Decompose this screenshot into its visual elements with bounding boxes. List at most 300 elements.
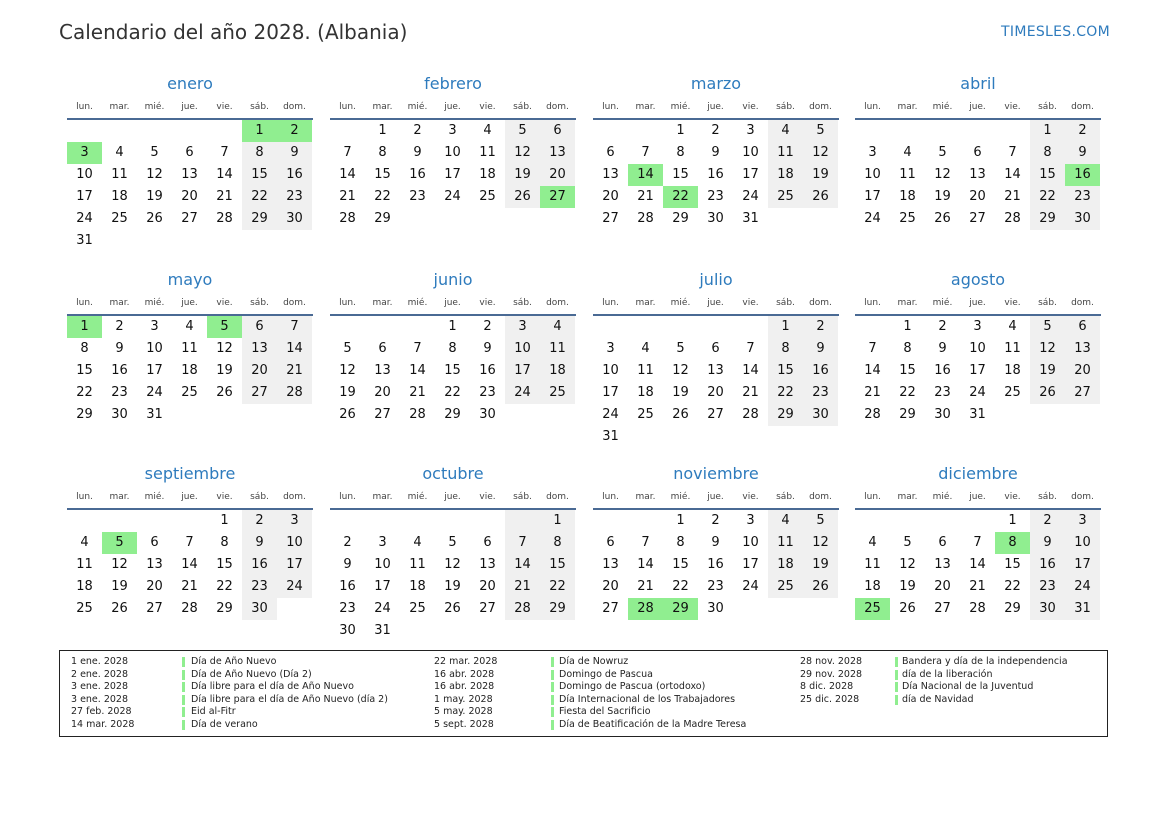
day-cell[interactable]: 13	[540, 142, 575, 164]
day-cell[interactable]: 14	[628, 164, 663, 186]
day-cell[interactable]: 25	[479, 189, 496, 204]
day-cell[interactable]: 15	[374, 167, 391, 182]
day-cell[interactable]: 16	[339, 579, 356, 594]
day-cell[interactable]: 5	[903, 535, 912, 550]
brand-link[interactable]: TIMESLES.COM	[1001, 24, 1110, 40]
day-cell[interactable]: 1	[378, 123, 387, 138]
day-cell[interactable]: 15	[242, 164, 277, 186]
day-cell[interactable]: 5	[676, 341, 685, 356]
day-cell[interactable]: 10	[505, 338, 540, 360]
day-cell[interactable]: 12	[899, 557, 916, 572]
day-cell[interactable]: 7	[413, 341, 422, 356]
day-cell[interactable]: 21	[1004, 189, 1021, 204]
day-cell[interactable]: 13	[969, 167, 986, 182]
day-cell[interactable]: 30	[111, 407, 128, 422]
day-cell[interactable]: 28	[628, 598, 663, 620]
day-cell[interactable]: 24	[864, 211, 881, 226]
day-cell[interactable]: 15	[1030, 164, 1065, 186]
day-cell[interactable]: 7	[277, 316, 312, 338]
day-cell[interactable]: 2	[277, 120, 312, 142]
day-cell[interactable]: 22	[768, 382, 803, 404]
day-cell[interactable]: 7	[185, 535, 194, 550]
day-cell[interactable]: 13	[1065, 338, 1100, 360]
day-cell[interactable]: 17	[277, 554, 312, 576]
day-cell[interactable]: 27	[602, 601, 619, 616]
day-cell[interactable]: 23	[479, 385, 496, 400]
day-cell[interactable]: 10	[444, 145, 461, 160]
day-cell[interactable]: 31	[969, 407, 986, 422]
day-cell[interactable]: 25	[76, 601, 93, 616]
day-cell[interactable]: 13	[602, 167, 619, 182]
day-cell[interactable]: 19	[216, 363, 233, 378]
day-cell[interactable]: 13	[374, 363, 391, 378]
day-cell[interactable]: 30	[277, 208, 312, 230]
day-cell[interactable]: 20	[146, 579, 163, 594]
day-cell[interactable]: 5	[448, 535, 457, 550]
day-cell[interactable]: 25	[768, 186, 803, 208]
day-cell[interactable]: 6	[711, 341, 720, 356]
day-cell[interactable]: 18	[76, 579, 93, 594]
day-cell[interactable]: 13	[934, 557, 951, 572]
day-cell[interactable]: 20	[969, 189, 986, 204]
day-cell[interactable]: 17	[444, 167, 461, 182]
day-cell[interactable]: 15	[76, 363, 93, 378]
day-cell[interactable]: 5	[1030, 316, 1065, 338]
day-cell[interactable]: 4	[80, 535, 89, 550]
day-cell[interactable]: 20	[602, 579, 619, 594]
day-cell[interactable]: 3	[868, 145, 877, 160]
day-cell[interactable]: 25	[855, 598, 890, 620]
day-cell[interactable]: 22	[1004, 579, 1021, 594]
day-cell[interactable]: 12	[1030, 338, 1065, 360]
day-cell[interactable]: 31	[602, 429, 619, 444]
day-cell[interactable]: 17	[374, 579, 391, 594]
day-cell[interactable]: 30	[479, 407, 496, 422]
day-cell[interactable]: 15	[216, 557, 233, 572]
day-cell[interactable]: 9	[938, 341, 947, 356]
day-cell[interactable]: 8	[995, 532, 1030, 554]
day-cell[interactable]: 22	[672, 579, 689, 594]
day-cell[interactable]: 14	[637, 557, 654, 572]
day-cell[interactable]: 30	[1030, 598, 1065, 620]
day-cell[interactable]: 1	[768, 316, 803, 338]
day-cell[interactable]: 21	[742, 385, 759, 400]
day-cell[interactable]: 6	[242, 316, 277, 338]
day-cell[interactable]: 6	[378, 341, 387, 356]
day-cell[interactable]: 24	[602, 407, 619, 422]
day-cell[interactable]: 29	[768, 404, 803, 426]
day-cell[interactable]: 26	[111, 601, 128, 616]
day-cell[interactable]: 21	[505, 576, 540, 598]
day-cell[interactable]: 7	[973, 535, 982, 550]
day-cell[interactable]: 16	[1030, 554, 1065, 576]
day-cell[interactable]: 4	[540, 316, 575, 338]
day-cell[interactable]: 4	[903, 145, 912, 160]
day-cell[interactable]: 11	[479, 145, 496, 160]
day-cell[interactable]: 3	[277, 510, 312, 532]
day-cell[interactable]: 24	[76, 211, 93, 226]
day-cell[interactable]: 27	[181, 211, 198, 226]
day-cell[interactable]: 14	[1004, 167, 1021, 182]
day-cell[interactable]: 28	[864, 407, 881, 422]
day-cell[interactable]: 3	[67, 142, 102, 164]
day-cell[interactable]: 12	[505, 142, 540, 164]
day-cell[interactable]: 31	[1065, 598, 1100, 620]
day-cell[interactable]: 13	[242, 338, 277, 360]
day-cell[interactable]: 19	[899, 579, 916, 594]
day-cell[interactable]: 8	[676, 145, 685, 160]
day-cell[interactable]: 3	[1065, 510, 1100, 532]
day-cell[interactable]: 1	[676, 513, 685, 528]
day-cell[interactable]: 22	[444, 385, 461, 400]
day-cell[interactable]: 18	[899, 189, 916, 204]
day-cell[interactable]: 2	[343, 535, 352, 550]
day-cell[interactable]: 11	[768, 142, 803, 164]
day-cell[interactable]: 23	[339, 601, 356, 616]
day-cell[interactable]: 14	[181, 557, 198, 572]
day-cell[interactable]: 12	[444, 557, 461, 572]
day-cell[interactable]: 17	[864, 189, 881, 204]
day-cell[interactable]: 13	[146, 557, 163, 572]
day-cell[interactable]: 24	[444, 189, 461, 204]
day-cell[interactable]: 17	[1065, 554, 1100, 576]
day-cell[interactable]: 6	[606, 145, 615, 160]
day-cell[interactable]: 24	[505, 382, 540, 404]
day-cell[interactable]: 12	[803, 142, 838, 164]
day-cell[interactable]: 23	[707, 189, 724, 204]
day-cell[interactable]: 2	[115, 319, 124, 334]
day-cell[interactable]: 26	[672, 407, 689, 422]
day-cell[interactable]: 16	[707, 557, 724, 572]
day-cell[interactable]: 28	[409, 407, 426, 422]
day-cell[interactable]: 10	[742, 145, 759, 160]
day-cell[interactable]: 27	[707, 407, 724, 422]
day-cell[interactable]: 4	[868, 535, 877, 550]
day-cell[interactable]: 1	[903, 319, 912, 334]
day-cell[interactable]: 31	[742, 211, 759, 226]
day-cell[interactable]: 16	[409, 167, 426, 182]
day-cell[interactable]: 4	[1008, 319, 1017, 334]
day-cell[interactable]: 6	[540, 120, 575, 142]
day-cell[interactable]: 12	[672, 363, 689, 378]
day-cell[interactable]: 6	[1065, 316, 1100, 338]
day-cell[interactable]: 14	[505, 554, 540, 576]
day-cell[interactable]: 6	[185, 145, 194, 160]
day-cell[interactable]: 16	[111, 363, 128, 378]
day-cell[interactable]: 13	[602, 557, 619, 572]
day-cell[interactable]: 6	[973, 145, 982, 160]
day-cell[interactable]: 15	[444, 363, 461, 378]
day-cell[interactable]: 7	[641, 535, 650, 550]
day-cell[interactable]: 8	[768, 338, 803, 360]
day-cell[interactable]: 19	[339, 385, 356, 400]
day-cell[interactable]: 16	[803, 360, 838, 382]
day-cell[interactable]: 13	[479, 557, 496, 572]
day-cell[interactable]: 7	[220, 145, 229, 160]
day-cell[interactable]: 30	[707, 601, 724, 616]
day-cell[interactable]: 15	[540, 554, 575, 576]
day-cell[interactable]: 10	[969, 341, 986, 356]
day-cell[interactable]: 27	[242, 382, 277, 404]
day-cell[interactable]: 8	[903, 341, 912, 356]
day-cell[interactable]: 16	[242, 554, 277, 576]
day-cell[interactable]: 22	[663, 186, 698, 208]
day-cell[interactable]: 28	[505, 598, 540, 620]
day-cell[interactable]: 30	[1065, 208, 1100, 230]
day-cell[interactable]: 20	[374, 385, 391, 400]
day-cell[interactable]: 1	[676, 123, 685, 138]
day-cell[interactable]: 28	[216, 211, 233, 226]
day-cell[interactable]: 4	[413, 535, 422, 550]
day-cell[interactable]: 15	[1004, 557, 1021, 572]
day-cell[interactable]: 3	[505, 316, 540, 338]
day-cell[interactable]: 17	[969, 363, 986, 378]
day-cell[interactable]: 24	[742, 579, 759, 594]
day-cell[interactable]: 10	[602, 363, 619, 378]
day-cell[interactable]: 8	[220, 535, 229, 550]
day-cell[interactable]: 31	[76, 233, 93, 248]
day-cell[interactable]: 1	[242, 120, 277, 142]
day-cell[interactable]: 8	[80, 341, 89, 356]
day-cell[interactable]: 19	[803, 554, 838, 576]
day-cell[interactable]: 24	[146, 385, 163, 400]
day-cell[interactable]: 16	[1065, 164, 1100, 186]
day-cell[interactable]: 14	[969, 557, 986, 572]
day-cell[interactable]: 1	[1030, 120, 1065, 142]
day-cell[interactable]: 7	[868, 341, 877, 356]
day-cell[interactable]: 17	[602, 385, 619, 400]
day-cell[interactable]: 4	[768, 120, 803, 142]
day-cell[interactable]: 26	[899, 601, 916, 616]
day-cell[interactable]: 11	[899, 167, 916, 182]
day-cell[interactable]: 23	[707, 579, 724, 594]
day-cell[interactable]: 1	[220, 513, 229, 528]
day-cell[interactable]: 2	[1065, 120, 1100, 142]
day-cell[interactable]: 1	[1008, 513, 1017, 528]
day-cell[interactable]: 11	[181, 341, 198, 356]
day-cell[interactable]: 16	[277, 164, 312, 186]
day-cell[interactable]: 19	[1030, 360, 1065, 382]
day-cell[interactable]: 20	[242, 360, 277, 382]
day-cell[interactable]: 17	[505, 360, 540, 382]
day-cell[interactable]: 9	[343, 557, 352, 572]
day-cell[interactable]: 19	[146, 189, 163, 204]
day-cell[interactable]: 5	[803, 510, 838, 532]
day-cell[interactable]: 11	[540, 338, 575, 360]
day-cell[interactable]: 10	[146, 341, 163, 356]
day-cell[interactable]: 11	[768, 532, 803, 554]
day-cell[interactable]: 12	[146, 167, 163, 182]
day-cell[interactable]: 12	[934, 167, 951, 182]
day-cell[interactable]: 4	[115, 145, 124, 160]
day-cell[interactable]: 17	[742, 557, 759, 572]
day-cell[interactable]: 22	[1030, 186, 1065, 208]
day-cell[interactable]: 28	[1004, 211, 1021, 226]
day-cell[interactable]: 11	[864, 557, 881, 572]
day-cell[interactable]: 11	[409, 557, 426, 572]
day-cell[interactable]: 27	[540, 186, 575, 208]
day-cell[interactable]: 2	[938, 319, 947, 334]
day-cell[interactable]: 23	[1065, 186, 1100, 208]
day-cell[interactable]: 11	[111, 167, 128, 182]
day-cell[interactable]: 29	[216, 601, 233, 616]
day-cell[interactable]: 21	[216, 189, 233, 204]
day-cell[interactable]: 28	[277, 382, 312, 404]
day-cell[interactable]: 31	[374, 623, 391, 638]
day-cell[interactable]: 24	[277, 576, 312, 598]
day-cell[interactable]: 11	[637, 363, 654, 378]
day-cell[interactable]: 29	[374, 211, 391, 226]
day-cell[interactable]: 10	[864, 167, 881, 182]
day-cell[interactable]: 7	[641, 145, 650, 160]
day-cell[interactable]: 26	[803, 186, 838, 208]
day-cell[interactable]: 21	[637, 579, 654, 594]
day-cell[interactable]: 1	[448, 319, 457, 334]
day-cell[interactable]: 18	[540, 360, 575, 382]
day-cell[interactable]: 22	[899, 385, 916, 400]
day-cell[interactable]: 20	[934, 579, 951, 594]
day-cell[interactable]: 11	[1004, 341, 1021, 356]
day-cell[interactable]: 17	[146, 363, 163, 378]
day-cell[interactable]: 13	[181, 167, 198, 182]
day-cell[interactable]: 4	[641, 341, 650, 356]
day-cell[interactable]: 25	[768, 576, 803, 598]
day-cell[interactable]: 23	[803, 382, 838, 404]
day-cell[interactable]: 8	[1030, 142, 1065, 164]
day-cell[interactable]: 15	[899, 363, 916, 378]
day-cell[interactable]: 31	[146, 407, 163, 422]
day-cell[interactable]: 28	[969, 601, 986, 616]
day-cell[interactable]: 14	[742, 363, 759, 378]
day-cell[interactable]: 28	[181, 601, 198, 616]
day-cell[interactable]: 22	[540, 576, 575, 598]
day-cell[interactable]: 22	[216, 579, 233, 594]
day-cell[interactable]: 14	[409, 363, 426, 378]
day-cell[interactable]: 25	[111, 211, 128, 226]
day-cell[interactable]: 12	[111, 557, 128, 572]
day-cell[interactable]: 3	[448, 123, 457, 138]
day-cell[interactable]: 8	[448, 341, 457, 356]
day-cell[interactable]: 3	[606, 341, 615, 356]
day-cell[interactable]: 30	[707, 211, 724, 226]
day-cell[interactable]: 26	[146, 211, 163, 226]
day-cell[interactable]: 25	[637, 407, 654, 422]
day-cell[interactable]: 12	[803, 532, 838, 554]
day-cell[interactable]: 22	[76, 385, 93, 400]
day-cell[interactable]: 28	[742, 407, 759, 422]
day-cell[interactable]: 29	[672, 211, 689, 226]
day-cell[interactable]: 2	[1030, 510, 1065, 532]
day-cell[interactable]: 2	[711, 513, 720, 528]
day-cell[interactable]: 7	[343, 145, 352, 160]
day-cell[interactable]: 28	[339, 211, 356, 226]
day-cell[interactable]: 23	[1030, 576, 1065, 598]
day-cell[interactable]: 25	[899, 211, 916, 226]
day-cell[interactable]: 19	[672, 385, 689, 400]
day-cell[interactable]: 18	[1004, 363, 1021, 378]
day-cell[interactable]: 26	[216, 385, 233, 400]
day-cell[interactable]: 26	[1030, 382, 1065, 404]
day-cell[interactable]: 20	[181, 189, 198, 204]
day-cell[interactable]: 6	[150, 535, 159, 550]
day-cell[interactable]: 29	[242, 208, 277, 230]
day-cell[interactable]: 1	[540, 510, 575, 532]
day-cell[interactable]: 3	[150, 319, 159, 334]
day-cell[interactable]: 18	[111, 189, 128, 204]
day-cell[interactable]: 14	[277, 338, 312, 360]
day-cell[interactable]: 9	[413, 145, 422, 160]
day-cell[interactable]: 2	[711, 123, 720, 138]
day-cell[interactable]: 27	[146, 601, 163, 616]
day-cell[interactable]: 9	[277, 142, 312, 164]
day-cell[interactable]: 3	[973, 319, 982, 334]
day-cell[interactable]: 24	[1065, 576, 1100, 598]
day-cell[interactable]: 15	[672, 557, 689, 572]
day-cell[interactable]: 13	[707, 363, 724, 378]
day-cell[interactable]: 18	[864, 579, 881, 594]
day-cell[interactable]: 23	[242, 576, 277, 598]
day-cell[interactable]: 23	[277, 186, 312, 208]
day-cell[interactable]: 12	[216, 341, 233, 356]
day-cell[interactable]: 29	[444, 407, 461, 422]
day-cell[interactable]: 23	[409, 189, 426, 204]
day-cell[interactable]: 10	[1065, 532, 1100, 554]
day-cell[interactable]: 6	[606, 535, 615, 550]
day-cell[interactable]: 6	[938, 535, 947, 550]
day-cell[interactable]: 25	[1004, 385, 1021, 400]
day-cell[interactable]: 17	[742, 167, 759, 182]
day-cell[interactable]: 27	[934, 601, 951, 616]
day-cell[interactable]: 20	[479, 579, 496, 594]
day-cell[interactable]: 26	[803, 576, 838, 598]
day-cell[interactable]: 27	[479, 601, 496, 616]
day-cell[interactable]: 20	[602, 189, 619, 204]
day-cell[interactable]: 19	[111, 579, 128, 594]
day-cell[interactable]: 21	[277, 360, 312, 382]
day-cell[interactable]: 15	[672, 167, 689, 182]
day-cell[interactable]: 11	[76, 557, 93, 572]
day-cell[interactable]: 30	[803, 404, 838, 426]
day-cell[interactable]: 30	[339, 623, 356, 638]
day-cell[interactable]: 22	[242, 186, 277, 208]
day-cell[interactable]: 20	[1065, 360, 1100, 382]
day-cell[interactable]: 5	[505, 120, 540, 142]
day-cell[interactable]: 12	[339, 363, 356, 378]
day-cell[interactable]: 9	[115, 341, 124, 356]
day-cell[interactable]: 7	[505, 532, 540, 554]
day-cell[interactable]: 4	[185, 319, 194, 334]
day-cell[interactable]: 29	[1030, 208, 1065, 230]
day-cell[interactable]: 5	[150, 145, 159, 160]
day-cell[interactable]: 10	[277, 532, 312, 554]
day-cell[interactable]: 27	[374, 407, 391, 422]
day-cell[interactable]: 8	[242, 142, 277, 164]
day-cell[interactable]: 2	[483, 319, 492, 334]
day-cell[interactable]: 2	[413, 123, 422, 138]
day-cell[interactable]: 23	[111, 385, 128, 400]
day-cell[interactable]: 27	[602, 211, 619, 226]
day-cell[interactable]: 18	[768, 164, 803, 186]
day-cell[interactable]: 2	[242, 510, 277, 532]
day-cell[interactable]: 26	[505, 186, 540, 208]
day-cell[interactable]: 19	[803, 164, 838, 186]
day-cell[interactable]: 28	[637, 211, 654, 226]
day-cell[interactable]: 5	[938, 145, 947, 160]
day-cell[interactable]: 5	[343, 341, 352, 356]
day-cell[interactable]: 9	[803, 338, 838, 360]
day-cell[interactable]: 21	[409, 385, 426, 400]
day-cell[interactable]: 16	[479, 363, 496, 378]
